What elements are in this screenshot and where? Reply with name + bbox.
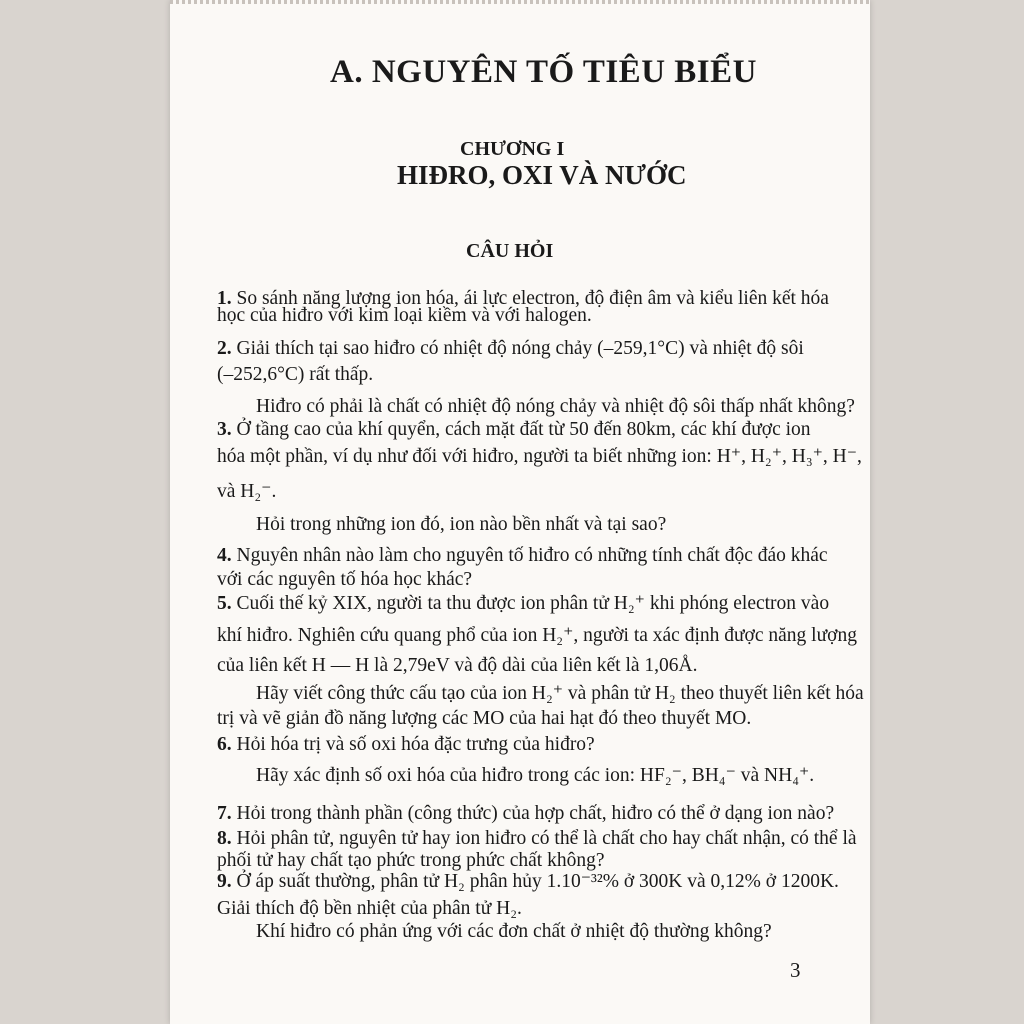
question-number: 3. xyxy=(217,419,232,440)
question-text: So sánh năng lượng ion hóa, ái lực electron, độ điện âm và kiểu liên kết hóa xyxy=(236,288,829,309)
question-6 xyxy=(217,735,595,755)
question-5 xyxy=(217,594,829,614)
question-text-line: (–252,6°C) rất thấp. xyxy=(217,364,374,385)
question-8 xyxy=(217,829,857,849)
section-heading: CÂU HỎI xyxy=(466,240,554,262)
question-text-line: với các nguyên tố hóa học khác? xyxy=(217,569,473,590)
question-text-line: trị và vẽ giản đồ năng lượng các MO của hai hạt đó theo thuyết MO. xyxy=(217,708,752,729)
question-9 xyxy=(217,872,839,892)
question-text-line: phối tử hay chất tạo phức trong phức chất không? xyxy=(217,850,605,871)
question-text-line: và H₂⁻. xyxy=(217,481,277,502)
question-text-line: khí hiđro. Nghiên cứu quang phổ của ion H₂⁺, người ta xác định được năng lượng xyxy=(217,625,857,646)
question-text-line: Giải thích độ bền nhiệt của phân tử H₂. xyxy=(217,898,522,919)
question-text-line: của liên kết H — H là 2,79eV và độ dài của liên kết là 1,06Å. xyxy=(217,655,698,676)
question-number: 4. xyxy=(217,545,232,566)
question-text: Ở tầng cao của khí quyển, cách mặt đất từ 50 đến 80km, các khí được ion xyxy=(236,419,811,440)
book-page xyxy=(170,0,870,1024)
question-number: 6. xyxy=(217,734,232,755)
question-number: 8. xyxy=(217,828,232,849)
question-number: 7. xyxy=(217,803,232,824)
question-text-line: học của hiđro với kim loại kiềm và với halogen. xyxy=(217,305,592,326)
question-3 xyxy=(217,420,811,440)
question-text-line: Hiđro có phải là chất có nhiệt độ nóng chảy và nhiệt độ sôi thấp nhất không? xyxy=(256,396,855,417)
question-text: Giải thích tại sao hiđro có nhiệt độ nóng chảy (–259,1°C) và nhiệt độ sôi xyxy=(236,338,804,359)
question-text: Cuối thế kỷ XIX, người ta thu được ion phân tử H₂⁺ khi phóng electron vào xyxy=(236,593,830,614)
page-top-edge xyxy=(170,0,870,4)
question-text: Hỏi trong thành phần (công thức) của hợp chất, hiđro có thể ở dạng ion nào? xyxy=(236,803,835,824)
question-text: Ở áp suất thường, phân tử H₂ phân hủy 1.10⁻³²% ở 300K và 0,12% ở 1200K. xyxy=(236,871,839,892)
question-text-line: hóa một phần, ví dụ như đối với hiđro, người ta biết những ion: H⁺, H₂⁺, H₃⁺, H⁻, xyxy=(217,446,862,467)
question-4 xyxy=(217,546,828,566)
chapter-label: CHƯƠNG I xyxy=(460,138,565,160)
question-number: 2. xyxy=(217,338,232,359)
question-text: Hỏi phân tử, nguyên tử hay ion hiđro có thể là chất cho hay chất nhận, có thể là xyxy=(236,828,857,849)
chapter-title: HIĐRO, OXI VÀ NƯỚC xyxy=(397,160,687,190)
question-text-line: Hãy viết công thức cấu tạo của ion H₂⁺ và phân tử H₂ theo thuyết liên kết hóa xyxy=(256,683,864,704)
page-title: A. NGUYÊN TỐ TIÊU BIỂU xyxy=(330,54,757,90)
question-text: Nguyên nhân nào làm cho nguyên tố hiđro có những tính chất độc đáo khác xyxy=(236,545,828,566)
question-7 xyxy=(217,804,834,824)
question-number: 5. xyxy=(217,593,232,614)
question-number: 9. xyxy=(217,871,232,892)
question-2 xyxy=(217,339,804,359)
question-number: 1. xyxy=(217,288,232,309)
question-text-line: Hãy xác định số oxi hóa của hiđro trong các ion: HF₂⁻, BH₄⁻ và NH₄⁺. xyxy=(256,765,815,786)
question-text-line: Hỏi trong những ion đó, ion nào bền nhất và tại sao? xyxy=(256,514,667,535)
question-text: Hỏi hóa trị và số oxi hóa đặc trưng của hiđro? xyxy=(236,734,595,755)
question-text-line: Khí hiđro có phản ứng với các đơn chất ở nhiệt độ thường không? xyxy=(256,921,772,942)
page-number: 3 xyxy=(790,958,801,982)
